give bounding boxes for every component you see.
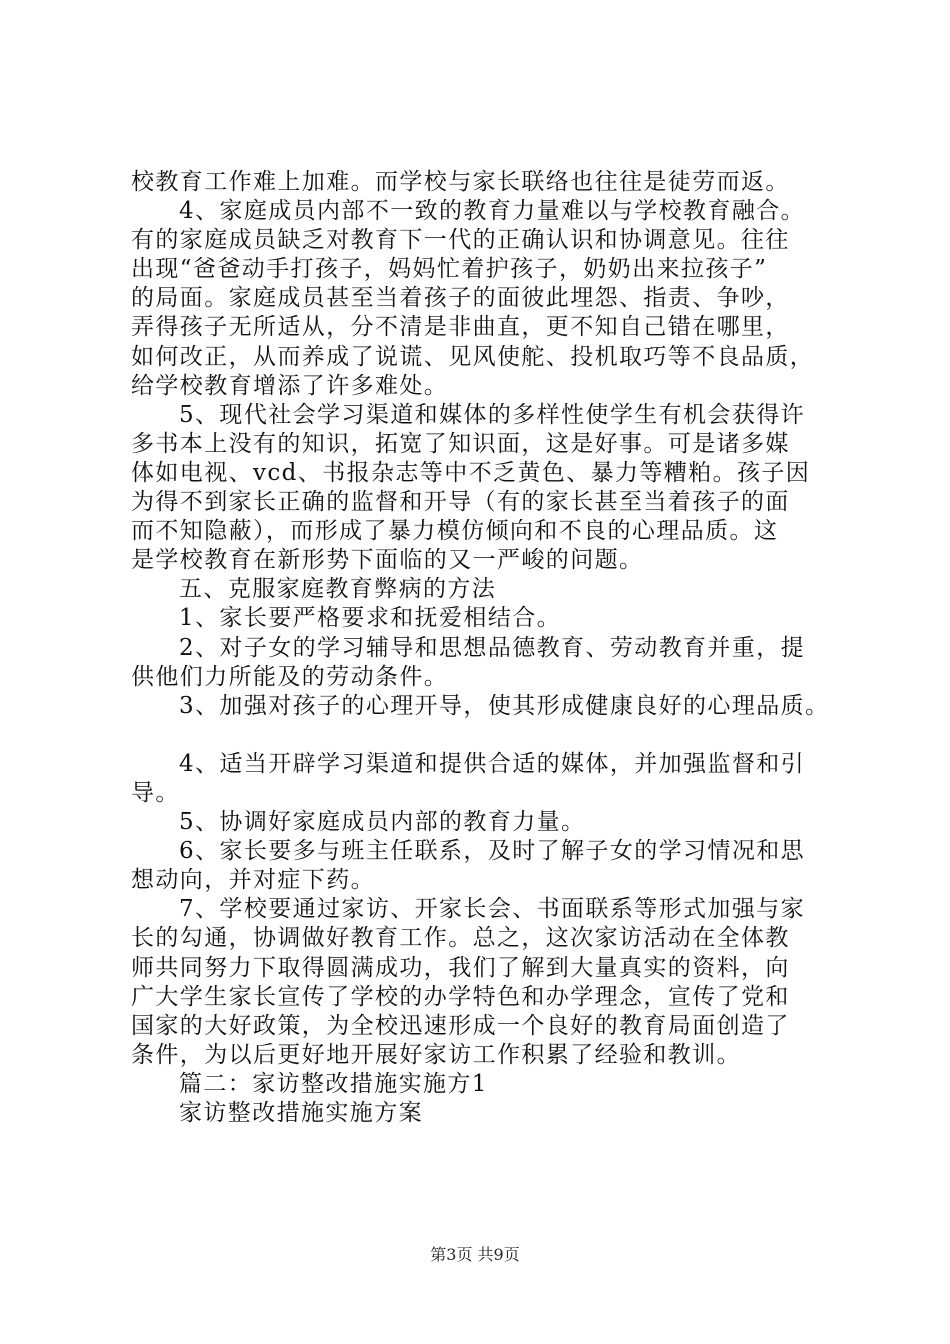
text-line: 如何改正，从而养成了说谎、见风使舵、投机取巧等不良品质， xyxy=(131,343,815,370)
text-line: 多书本上没有的知识，拓宽了知识面，这是好事。可是诸多媒 xyxy=(131,430,790,457)
text-line: 而不知隐蔽），而形成了暴力模仿倾向和不良的心理品质。这 xyxy=(131,518,779,545)
text-line: 给学校教育增添了许多难处。 xyxy=(131,372,449,399)
section-heading: 五、克服家庭教育弊病的方法 xyxy=(179,576,497,603)
text-line: 1、家长要严格要求和抚爱相结合。 xyxy=(179,605,562,632)
text-line: 有的家庭成员缺乏对教育下一代的正确认识和协调意见。往往 xyxy=(131,227,790,254)
section-heading: 篇二：家访整改措施实施方1 xyxy=(179,1070,488,1097)
text-line: 导。 xyxy=(131,779,180,806)
text-line: 是学校教育在新形势下面临的又一严峻的问题。 xyxy=(131,547,644,574)
text-line: 校教育工作难上加难。而学校与家长联络也往往是徒劳而返。 xyxy=(131,169,790,195)
text-line: 供他们力所能及的劳动条件。 xyxy=(131,663,449,690)
text-line: 3、加强对孩子的心理开导，使其形成健康良好的心理品质。 xyxy=(179,692,830,719)
blank-line xyxy=(131,721,831,750)
text-line: 7、学校要通过家访、开家长会、书面联系等形式加强与家 xyxy=(179,896,806,923)
text-line: 5、现代社会学习渠道和媒体的多样性使学生有机会获得许 xyxy=(179,401,806,428)
text-line: 想动向，并对症下药。 xyxy=(131,867,375,894)
text-line: 4、适当开辟学习渠道和提供合适的媒体，并加强监督和引 xyxy=(179,750,806,777)
text-line: 为得不到家长正确的监督和开导（有的家长甚至当着孩子的面 xyxy=(131,489,790,516)
page-number-footer: 第3页 共9页 xyxy=(430,1245,520,1264)
text-line: 长的勾通，协调做好教育工作。总之，这次家访活动在全体教 xyxy=(131,925,790,952)
text-line: 国家的大好政策，为全校迅速形成一个良好的教育局面创造了 xyxy=(131,1012,790,1039)
text-line: 师共同努力下取得圆满成功，我们了解到大量真实的资料，向 xyxy=(131,954,790,981)
text-line: 的局面。家庭成员甚至当着孩子的面彼此埋怨、指责、争吵， xyxy=(131,285,790,312)
text-line: 2、对子女的学习辅导和思想品德教育、劳动教育并重，提 xyxy=(179,634,806,661)
text-line: 广大学生家长宣传了学校的办学特色和办学理念，宣传了党和 xyxy=(131,983,790,1010)
text-line: 出现“爸爸动手打孩子，妈妈忙着护孩子，奶奶出来拉孩子” xyxy=(131,256,768,283)
text-line: 5、协调好家庭成员内部的教育力量。 xyxy=(179,809,586,836)
text-line: 条件，为以后更好地开展好家访工作积累了经验和教训。 xyxy=(131,1041,741,1068)
text-line: 体如电视、vcd、书报杂志等中不乏黄色、暴力等糟粕。孩子因 xyxy=(131,459,811,486)
text-line: 弄得孩子无所适从，分不清是非曲直，更不知自己错在哪里， xyxy=(131,314,790,341)
text-line: 4、家庭成员内部不一致的教育力量难以与学校教育融合。 xyxy=(179,198,806,225)
document-title: 家访整改措施实施方案 xyxy=(179,1100,423,1126)
document-body xyxy=(131,168,831,1128)
text-line: 6、家长要多与班主任联系，及时了解子女的学习情况和思 xyxy=(179,838,806,865)
